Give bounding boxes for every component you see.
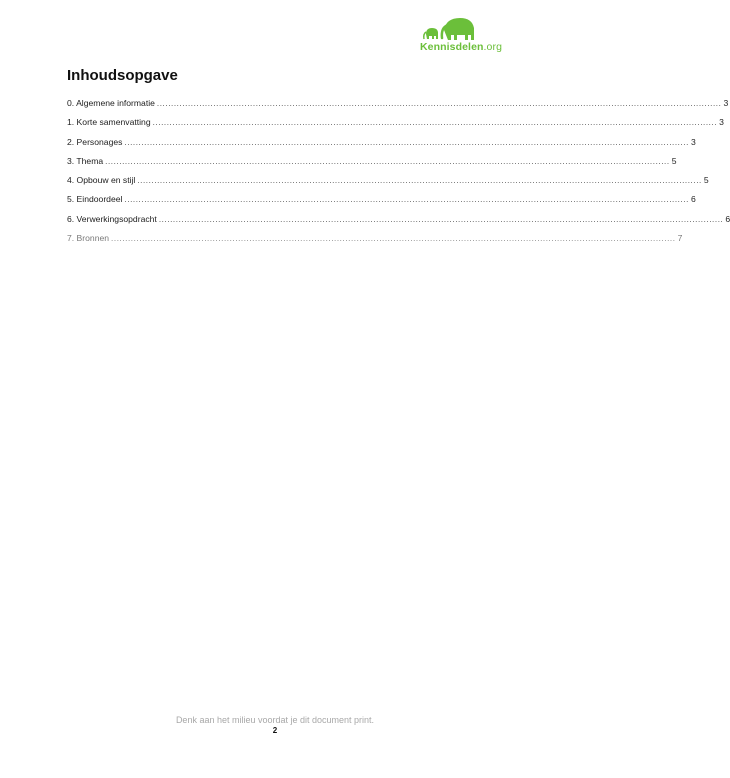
page-number: 2: [272, 726, 278, 735]
toc-leader-dots: ........................................................................................................................................................................................................: [152, 118, 718, 128]
toc-entry-page: 3: [723, 98, 729, 108]
toc-entry-label: 7. Bronnen: [67, 233, 110, 244]
footer-note: Denk aan het milieu voordat je dit document print.: [175, 715, 375, 725]
toc-leader-dots: ........................................................................................................................................................................................................: [137, 176, 702, 186]
toc-title: Inhoudsopgave: [67, 67, 178, 84]
toc-entry-page: 3: [690, 136, 696, 147]
toc-entry-label: 6. Verwerkingsopdracht: [67, 213, 157, 224]
logo-tld: .org: [483, 41, 503, 53]
toc-entry[interactable]: [67, 194, 696, 213]
toc-leader-dots: ........................................................................................................................................................................................................: [158, 214, 724, 224]
toc-entry-page: 5: [671, 155, 677, 166]
toc-entry-label: 4. Opbouw en stijl: [67, 175, 136, 186]
toc-entry-label: 2. Personages: [67, 136, 123, 147]
toc-entry[interactable]: [67, 117, 724, 136]
toc-entry-page: 6: [725, 213, 730, 224]
toc-leader-dots: ........................................................................................................................................................................................................: [105, 156, 670, 166]
toc-entry[interactable]: [67, 98, 729, 117]
toc-leader-dots: ........................................................................................................................................................................................................: [156, 99, 722, 108]
toc-entry[interactable]: [67, 175, 709, 194]
toc-entry-page: 7: [677, 233, 683, 244]
toc-entry-label: 0. Algemene informatie: [67, 98, 155, 108]
toc-entry-page: 3: [719, 117, 724, 128]
logo-name: Kennisdelen: [420, 41, 484, 53]
toc-entry[interactable]: [67, 155, 677, 175]
toc-entry-label: 3. Thema: [67, 155, 104, 166]
toc-entry[interactable]: [67, 136, 696, 156]
kennisdelen-logo: [420, 14, 532, 54]
toc-entry[interactable]: [67, 233, 683, 252]
toc-entry[interactable]: [67, 213, 730, 233]
toc-entry-page: 5: [703, 175, 709, 186]
toc-leader-dots: ........................................................................................................................................................................................................: [124, 195, 689, 205]
toc-entry-label: 5. Eindoordeel: [67, 194, 123, 205]
elephant-icon: [420, 14, 532, 44]
toc-entry-page: 6: [690, 194, 696, 205]
toc-leader-dots: ........................................................................................................................................................................................................: [111, 234, 676, 244]
toc-leader-dots: ........................................................................................................................................................................................................: [124, 137, 689, 147]
toc-entry-label: 1. Korte samenvatting: [67, 117, 151, 128]
table-of-contents: [67, 98, 730, 252]
